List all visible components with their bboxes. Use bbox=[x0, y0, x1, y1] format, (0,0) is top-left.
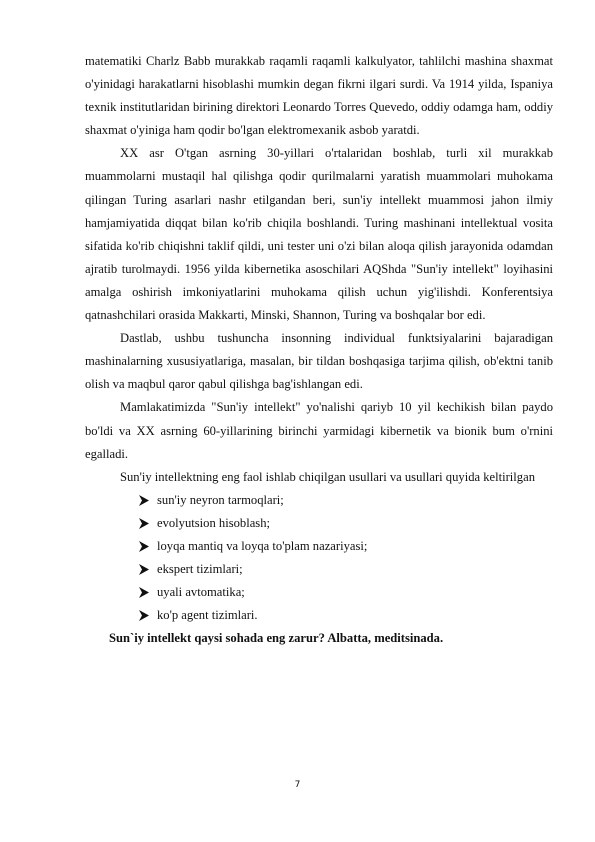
list-item bbox=[139, 581, 553, 604]
list-item-label: uyali avtomatika; bbox=[157, 585, 245, 600]
list-item bbox=[139, 512, 553, 535]
body-text bbox=[85, 50, 553, 650]
arrowhead-right-icon bbox=[139, 587, 149, 598]
paragraph-4: Mamlakatimizda "Sun'iy intellekt" yo'nalishi qariyb 10 yil kechikish bilan paydo bo'ldi va XX asrning 60-yillarining birinchi yarmidagi kibernetik va bionik bum o'rnini egalladi. bbox=[85, 400, 553, 461]
methods-list bbox=[85, 489, 553, 628]
list-item-label: evolyutsion hisoblash; bbox=[157, 515, 270, 530]
paragraph-3: Dastlab, ushbu tushuncha insonning individual funktsiyalarini bajaradigan mashinalarning xususiyatlariga, masalan, bir tildan boshqasiga tarjima qilish, ob'ektni tanib olish va maqbul qaror qabul qilishga bag'ishlangan edi. bbox=[85, 331, 553, 392]
list-item bbox=[139, 489, 553, 512]
arrowhead-right-icon bbox=[139, 610, 149, 621]
paragraph-1: matematiki Charlz Babb murakkab raqamli raqamli kalkulyator, tahlilchi mashina shaxmat o'yinidagi harakatlarni hisoblashi mumkin degan fikrni ilgari surdi. Va 1914 yilda, Ispaniya texnik institutlaridan birining direktori Leonardo Torres Quevedo, oddiy odamga ham, oddiy shaxmat o'yiniga ham qodir bo'lgan elektromexanik asbob yaratdi. bbox=[85, 54, 553, 138]
closing-heading: Sun`iy intellekt qaysi sohada eng zarur? Albatta, meditsinada. bbox=[109, 631, 444, 646]
list-item bbox=[139, 558, 553, 581]
list-item-label: loyqa mantiq va loyqa to'plam nazariyasi; bbox=[157, 538, 368, 553]
list-item-label: ekspert tizimlari; bbox=[157, 562, 243, 577]
list-item-label: sun'iy neyron tarmoqlari; bbox=[157, 492, 284, 507]
paragraph-5: Sun'iy intellektning eng faol ishlab chiqilgan usullari va usullari quyida keltirilgan bbox=[120, 469, 535, 484]
arrowhead-right-icon bbox=[139, 518, 149, 529]
list-item-label: ko'p agent tizimlari. bbox=[157, 608, 258, 623]
page-number: 7 bbox=[294, 780, 301, 790]
paragraph-2: XX asr O'tgan asrning 30-yillari o'rtalaridan boshlab, turli xil murakkab muammolarni mustaqil hal qilishga qodir qurilmalarni yaratish muammolari muhokama qilingan Turing asarlari nashr etilgandan beri, sun'iy intellekt muammosi jahon ilmiy hamjamiyatida diqqat bilan ko'rib chiqila boshlandi. Turing mashinani intellektual vosita sifatida ko'rib chiqishni taklif qildi, uni tester uni o'zi bilan aloqa qilish jarayonida odamdan ajratib turolmaydi. 1956 yilda kibernetika asoschilari AQShda "Sun'iy intellekt" loyihasini amalga oshirish imkoniyatlarini muhokama qilish uchun yig'ilishdi. Konferentsiya qatnashchilari orasida Makkarti, Minski, Shannon, Turing va boshqalar bor edi. bbox=[85, 146, 553, 323]
list-item bbox=[139, 604, 553, 627]
arrowhead-right-icon bbox=[139, 541, 149, 552]
arrowhead-right-icon bbox=[139, 495, 149, 506]
arrowhead-right-icon bbox=[139, 564, 149, 575]
list-item bbox=[139, 535, 553, 558]
